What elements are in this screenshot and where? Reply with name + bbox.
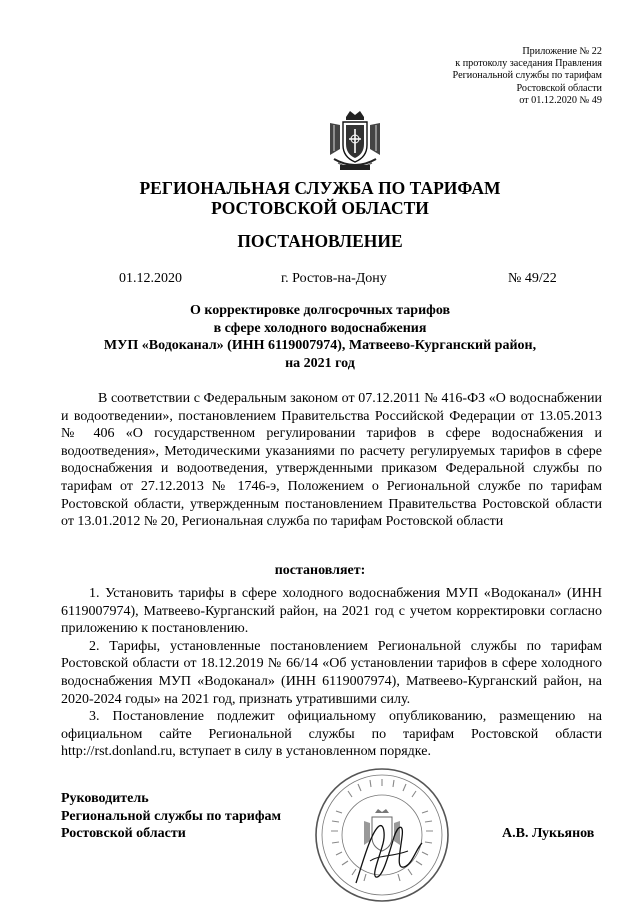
decree-item: 1. Установить тарифы в сфере холодного водоснабжения МУП «Водоканал» (ИНН 6119007974), Матвеево-Курганский район, на 2021 год с учетом корректировки согласно приложению к постановлению. <box>61 586 602 637</box>
organization-title-line2: РОСТОВСКОЙ ОБЛАСТИ <box>211 198 429 218</box>
signatory-title-line: Ростовской области <box>61 826 186 841</box>
decree-item: 2. Тарифы, установленные постановлением Региональной службы по тарифам Ростовской области от 18.12.2019 № 66/14 «Об установлении тарифов в сфере холодного водоснабжения МУП «Водоканал» (ИНН 6119007974), Матвеево-Курганский район, на 2020-2024 годы» на 2021 год, признать утратившими силу. <box>61 638 602 707</box>
appendix-line: Приложение № 22 <box>522 46 602 57</box>
appendix-line: Ростовской области <box>516 82 602 94</box>
appendix-line: Региональной службы по тарифам <box>452 70 602 82</box>
subject-line: на 2021 год <box>285 355 355 371</box>
signatory-title-line: Руководитель <box>61 791 149 806</box>
document-date: 01.12.2020 <box>119 271 182 286</box>
preamble-paragraph: В соответствии с Федеральным законом от 07.12.2011 № 416-ФЗ «О водоснабжении и водоотведении», постановлением Правительства Российской Федерации от 13.05.2013 № 406 «О государственном регулировании тарифов в сфере водоснабжения и водоотведения», Методическими указаниями по расчету регулируемых тарифов в сфере водоснабжения и водоотведения, утвержденными приказом Федеральной службы по тарифам от 27.12.2013 № 1746-э, Положением о Региональной службе по тарифам Ростовской области, утвержденным постановлением Правительства Ростовской области от 13.01.2012 № 20, Региональная служба по тарифам Ростовской области <box>61 391 602 530</box>
appendix-line: от 01.12.2020 № 49 <box>519 94 602 106</box>
official-seal-icon <box>312 765 452 905</box>
coat-of-arms-icon <box>326 109 384 173</box>
decree-item: 3. Постановление подлежит официальному опубликованию, размещению на официальном сайте Региональной службы по тарифам Ростовской области http://rst.donland.ru, вступает в силу в установленном порядке. <box>61 709 602 760</box>
subject-line: О корректировке долгосрочных тарифов <box>189 303 451 318</box>
signatory-title <box>61 790 281 843</box>
signatory-title-line: Региональной службы по тарифам <box>61 808 282 824</box>
decree-heading: постановляет: <box>274 563 366 578</box>
subject-line: в сфере холодного водоснабжения <box>213 320 427 336</box>
document-type: ПОСТАНОВЛЕНИЕ <box>237 231 403 251</box>
appendix-note <box>453 46 602 107</box>
subject-line: МУП «Водоканал» (ИНН 6119007974), Матвеево-Курганский район, <box>103 338 537 353</box>
appendix-line: к протоколу заседания Правления <box>455 58 602 70</box>
signatory-name: А.В. Лукьянов <box>502 826 595 841</box>
document-subject <box>0 302 640 372</box>
document-number: № 49/22 <box>508 271 557 286</box>
organization-title-line1: РЕГИОНАЛЬНАЯ СЛУЖБА ПО ТАРИФАМ <box>139 178 501 198</box>
decree-items <box>61 585 602 761</box>
document-city: г. Ростов-на-Дону <box>281 271 387 286</box>
